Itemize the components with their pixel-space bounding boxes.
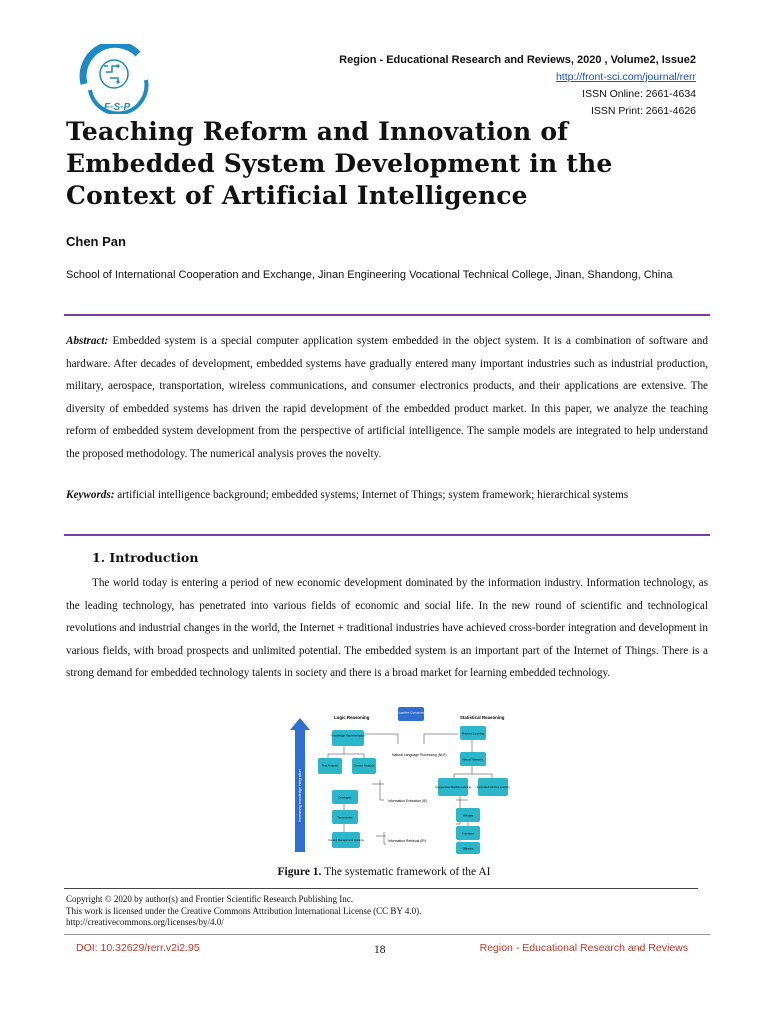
- journal-header: [339, 52, 696, 120]
- right-box-6: DBpedia: [462, 846, 474, 851]
- copyright-line: Copyright © 2020 by author(s) and Frontier Scientific Research Publishing Inc.: [66, 894, 354, 904]
- issn-online: ISSN Online: 2661-4634: [582, 88, 696, 100]
- caption-label: Figure 1.: [277, 866, 322, 878]
- author-name: Chen Pan: [66, 234, 126, 249]
- doi[interactable]: DOI: 10.32629/rerr.v2i2.95: [76, 942, 200, 954]
- publisher-logo: [76, 44, 162, 114]
- left-boxes: [318, 730, 376, 848]
- issn-print: ISSN Print: 2661-4626: [590, 105, 696, 117]
- footer-divider: [64, 888, 698, 889]
- right-boxes: [435, 726, 510, 854]
- right-box-0: Machine Learning: [461, 731, 485, 736]
- figure-caption: [0, 866, 768, 878]
- abstract-label: Abstract:: [66, 335, 109, 347]
- right-box-3: Supervised Machine Learning: [476, 786, 510, 789]
- arrow-label: Increasing knowledge integration: [298, 769, 302, 822]
- author-affiliation: School of International Cooperation and Exchange, Jinan Engineering Vocational Technical College, Jinan, Shandong, China: [66, 269, 673, 281]
- figure-ai-framework: [288, 704, 518, 856]
- keywords: [66, 485, 708, 505]
- keywords-text: artificial intelligence background; embedded systems; Internet of Things; system framework; hierarchical systems: [114, 489, 629, 501]
- license-line: This work is licensed under the Creative Commons Attribution International License (CC BY 4.0).: [66, 905, 422, 916]
- right-box-4: Wikidata: [462, 813, 474, 818]
- mid-label-ie: Information Extraction (IE): [388, 799, 428, 803]
- intro-paragraph: The world today is entering a period of new economic development dominated by the information industry. Information technology, as the leading technology, has penetrated into various fields of economic and social life. In the new round of scientific and technological revolutions and industrial changes in the world, the Internet + traditional industries have achieved cross-border integration and development in various fields, with broad prospects and unlimited potential. The embedded system is an important part of the Internet of Things. There is a strong demand for embedded technology talents in society and there is a broad market for learning embedded technology.: [66, 577, 708, 679]
- left-box-4: Taxonomies: [337, 815, 353, 820]
- right-box-5: Freebase: [462, 831, 474, 836]
- right-box-1: Neural Networks: [462, 757, 484, 762]
- footer-divider-2: [64, 934, 710, 935]
- keywords-label: Keywords:: [66, 489, 115, 501]
- abstract: [66, 330, 708, 465]
- left-box-3: Ontologies: [338, 795, 352, 800]
- journal-url-link[interactable]: http://front-sci.com/journal/rerr: [555, 71, 696, 83]
- mid-label-nlp: Natural Language Processing (NLP): [392, 753, 447, 757]
- left-box-0: Knowledge Representation: [331, 733, 365, 738]
- footer-journal-name: Region - Educational Research and Reviews: [479, 942, 688, 954]
- section-heading: 1. Introduction: [92, 550, 199, 565]
- license-url[interactable]: http://creativecommons.org/licenses/by/4.0/: [66, 917, 224, 927]
- caption-text: The systematic framework of the AI: [321, 866, 491, 878]
- divider-bottom: [64, 534, 710, 536]
- journal-line: Region - Educational Research and Reviews, 2020 , Volume2, Issue2: [339, 54, 696, 66]
- right-heading: Statistical Reasoning: [460, 715, 505, 720]
- right-box-2: Unsupervised Machine Learning: [435, 786, 471, 789]
- left-heading: Logic Reasoning: [334, 715, 370, 720]
- mid-label-ir: Information Retrieval (IR): [388, 839, 426, 843]
- footer-notes: [66, 894, 421, 929]
- left-box-2: Context Analysis: [353, 763, 375, 768]
- left-box-1: Text Analysis: [321, 763, 339, 768]
- page-number: 18: [374, 944, 386, 956]
- top-center-label: Cognitive Computing: [397, 710, 425, 715]
- paper-title: Teaching Reform and Innovation of Embedded System Development in the Context of Artificial Intelligence: [66, 117, 613, 210]
- logo-text: F·S·P: [104, 102, 131, 113]
- left-box-5: Content Management Systems: [328, 839, 364, 842]
- abstract-text: Embedded system is a special computer application system embedded in the object system. It is a combination of software and hardware. After decades of development, embedded systems have gradually entered many important industries such as industrial production, military, aerospace, transportation, wireless communications, and consumer electronics products, and their applications are extensive. The diversity of embedded systems has driven the rapid development of the embedded product market. In this paper, we analyze the teaching reform of embedded system development from the perspective of artificial intelligence. The sample models are integrated to help understand the proposed methodology. The numerical analysis proves the novelty.: [66, 335, 708, 460]
- divider-top: [64, 314, 710, 316]
